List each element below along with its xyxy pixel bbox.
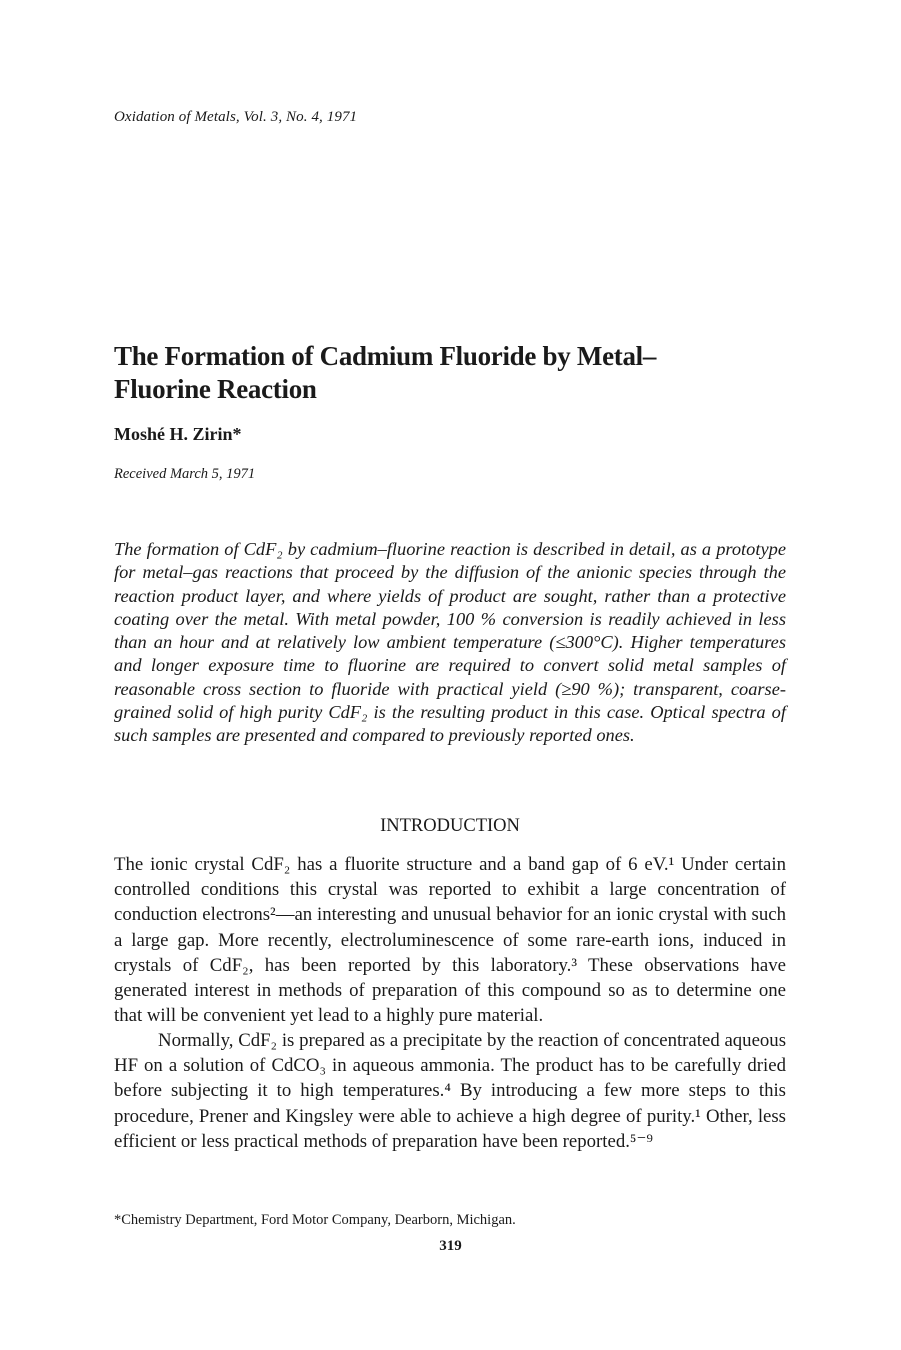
received-date: Received March 5, 1971 xyxy=(114,466,256,482)
abstract: The formation of CdF₂ by cadmium–fluorine reaction is described in detail, as a prototype for metal–gas reactions that proceed by the diffusion of the anionic species through the reaction product layer, and where yields of product are sought, rather than a protective coating over the metal. With metal powder, 100 % conversion is readily achieved in less than an hour and at relatively low ambient temperature (≤300°C). Higher temperatures and longer exposure time to fluorine are required to convert solid metal samples of reasonable cross section to fluoride with practical yield (≥90 %); transparent, coarse-grained solid of high purity CdF₂ is the resulting product in this case. Optical spectra of such samples are presented and compared to previously reported ones. xyxy=(114,539,786,746)
paper-title-line-2: Fluorine Reaction xyxy=(114,374,317,404)
author-name: Moshé H. Zirin* xyxy=(114,424,242,444)
paper-title-line-1: The Formation of Cadmium Fluoride by Metal– xyxy=(114,341,657,371)
journal-citation: Oxidation of Metals, Vol. 3, No. 4, 1971 xyxy=(114,109,358,125)
section-heading-introduction: INTRODUCTION xyxy=(380,816,520,836)
paragraph-1: The ionic crystal CdF₂ has a fluorite structure and a band gap of 6 eV.¹ Under certain controlled conditions this crystal was reported to exhibit a large concentration of conduction electrons²—an interesting and unusual behavior for an ionic crystal with such a large gap. More recently, electroluminescence of some rare-earth ions, induced in crystals of CdF₂, has been reported by this laboratory.³ These observations have generated interest in methods of preparation of this compound so as to determine one that will be convenient yet lead to a highly pure material. xyxy=(114,854,786,1027)
footnote: *Chemistry Department, Ford Motor Company, Dearborn, Michigan. xyxy=(114,1212,516,1228)
page-number: 319 xyxy=(439,1238,462,1254)
paper-title xyxy=(114,340,774,406)
paragraph-2: Normally, CdF₂ is prepared as a precipitate by the reaction of concentrated aqueous HF on a solution of CdCO₃ in aqueous ammonia. The product has to be carefully dried before subjecting it to high temperatures.⁴ By introducing a few more steps to this procedure, Prener and Kingsley were able to achieve a high degree of purity.¹ Other, less efficient or less practical methods of preparation have been reported.⁵⁻⁹ xyxy=(114,1030,786,1152)
